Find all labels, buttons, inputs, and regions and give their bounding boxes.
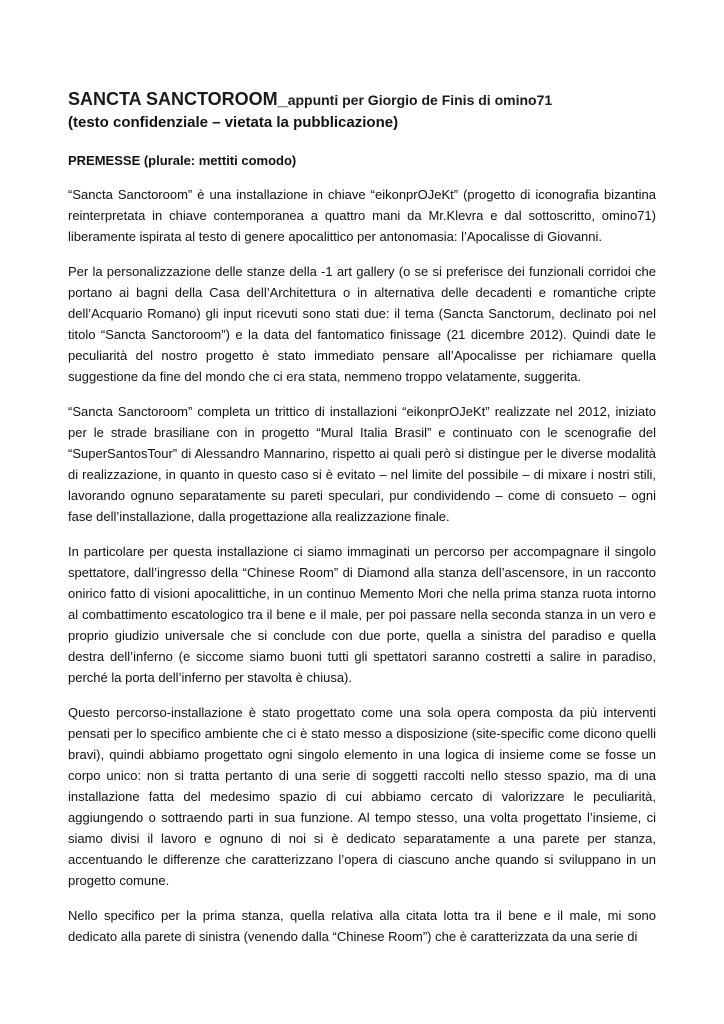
document-page [68,88,656,947]
paragraph: “Sancta Sanctoroom” è una installazione in chiave “eikonprOJeKt” (progetto di iconografia bizantina reinterpretata in chiave contemporanea a quattro mani da Mr.Klevra e dal sottoscritto, omino71) liberamente ispirata al testo di genere apocalittico per antonomasia: l’Apocalisse di Giovanni. [68,187,656,244]
paragraph: Per la personalizzazione delle stanze della -1 art gallery (o se si preferisce dei funzionali corridoi che portano ai bagni della Casa dell’Architettura o in alternativa delle decadenti e romantiche cripte dell’Acquario Romano) gli input ricevuti sono stati due: il tema (Sancta Sanctorum, declinato poi nel titolo “Sancta Sanctoroom”) e la data del fantomatico finissage (21 dicembre 2012). Quindi date le peculiarità del nostro progetto è stato immediato pensare all’Apocalisse per richiamare quella suggestione da fine del mondo che ci era stata, nemmeno troppo velatamente, suggerita. [68,264,656,384]
section-heading: PREMESSE (plurale: mettiti comodo) [68,152,297,168]
document-subtitle: (testo confidenziale – vietata la pubblicazione) [68,114,399,131]
paragraph: Questo percorso-installazione è stato progettato come una sola opera composta da più interventi pensati per lo specifico ambiente che ci è stato messo a disposizione (site-specific come dicono quelli bravi), quindi abbiamo progettato ogni singolo elemento in una logica di insieme come se fosse un corpo unico: non si tratta pertanto di una serie di soggetti raccolti nello stesso spazio, ma di una installazione fatta del medesimo spazio di cui abbiamo cercato di valorizzare le peculiarità, aggiungendo o sottraendo parti in sua funzione. Al tempo stesso, una volta progettato l’insieme, ci siamo divisi il lavoro e ognuno di noi si è dedicato separatamente a una parete per stanza, accentuando le differenze che caratterizzano l’opera di ciascuno anche quando si sviluppano in un progetto comune. [68,705,656,888]
title-main: SANCTA SANCTOROOM_ [68,89,288,109]
document-title [68,88,656,111]
paragraph: “Sancta Sanctoroom” completa un trittico di installazioni “eikonprOJeKt” realizzate nel 2012, iniziato per le strade brasiliane con in progetto “Mural Italia Brasil” e continuato con le scenografie del “SuperSantosTour” di Alessandro Mannarino, rispetto ai quali però si distingue per le diverse modalità di realizzazione, in quanto in questo caso si è evitato – nel limite del possibile – di mixare i nostri stili, lavorando ognuno separatamente su pareti speculari, pur condividendo – come di consueto – ogni fase dell’installazione, dalla progettazione alla realizzazione finale. [68,404,656,524]
paragraph: In particolare per questa installazione ci siamo immaginati un percorso per accompagnare il singolo spettatore, dall’ingresso della “Chinese Room” di Diamond alla stanza dell’ascensore, in un racconto onirico fatto di visioni apocalittiche, in un continuo Memento Mori che nella prima stanza ruota intorno al combattimento escatologico tra il bene e il male, per poi passare nella seconda stanza in un vero e proprio giudizio universale che si conclude con due porte, quella a sinistra del paradiso e quella destra dell’inferno (e siccome siamo buoni tutti gli spettatori saranno costretti a salire in paradiso, perché la porta dell’inferno per stavolta è chiusa). [68,544,656,685]
title-rest: appunti per Giorgio de Finis di omino71 [287,92,553,108]
paragraph: Nello specifico per la prima stanza, quella relativa alla citata lotta tra il bene e il male, mi sono dedicato alla parete di sinistra (venendo dalla “Chinese Room”) che è caratterizzata da una serie di [68,908,656,944]
